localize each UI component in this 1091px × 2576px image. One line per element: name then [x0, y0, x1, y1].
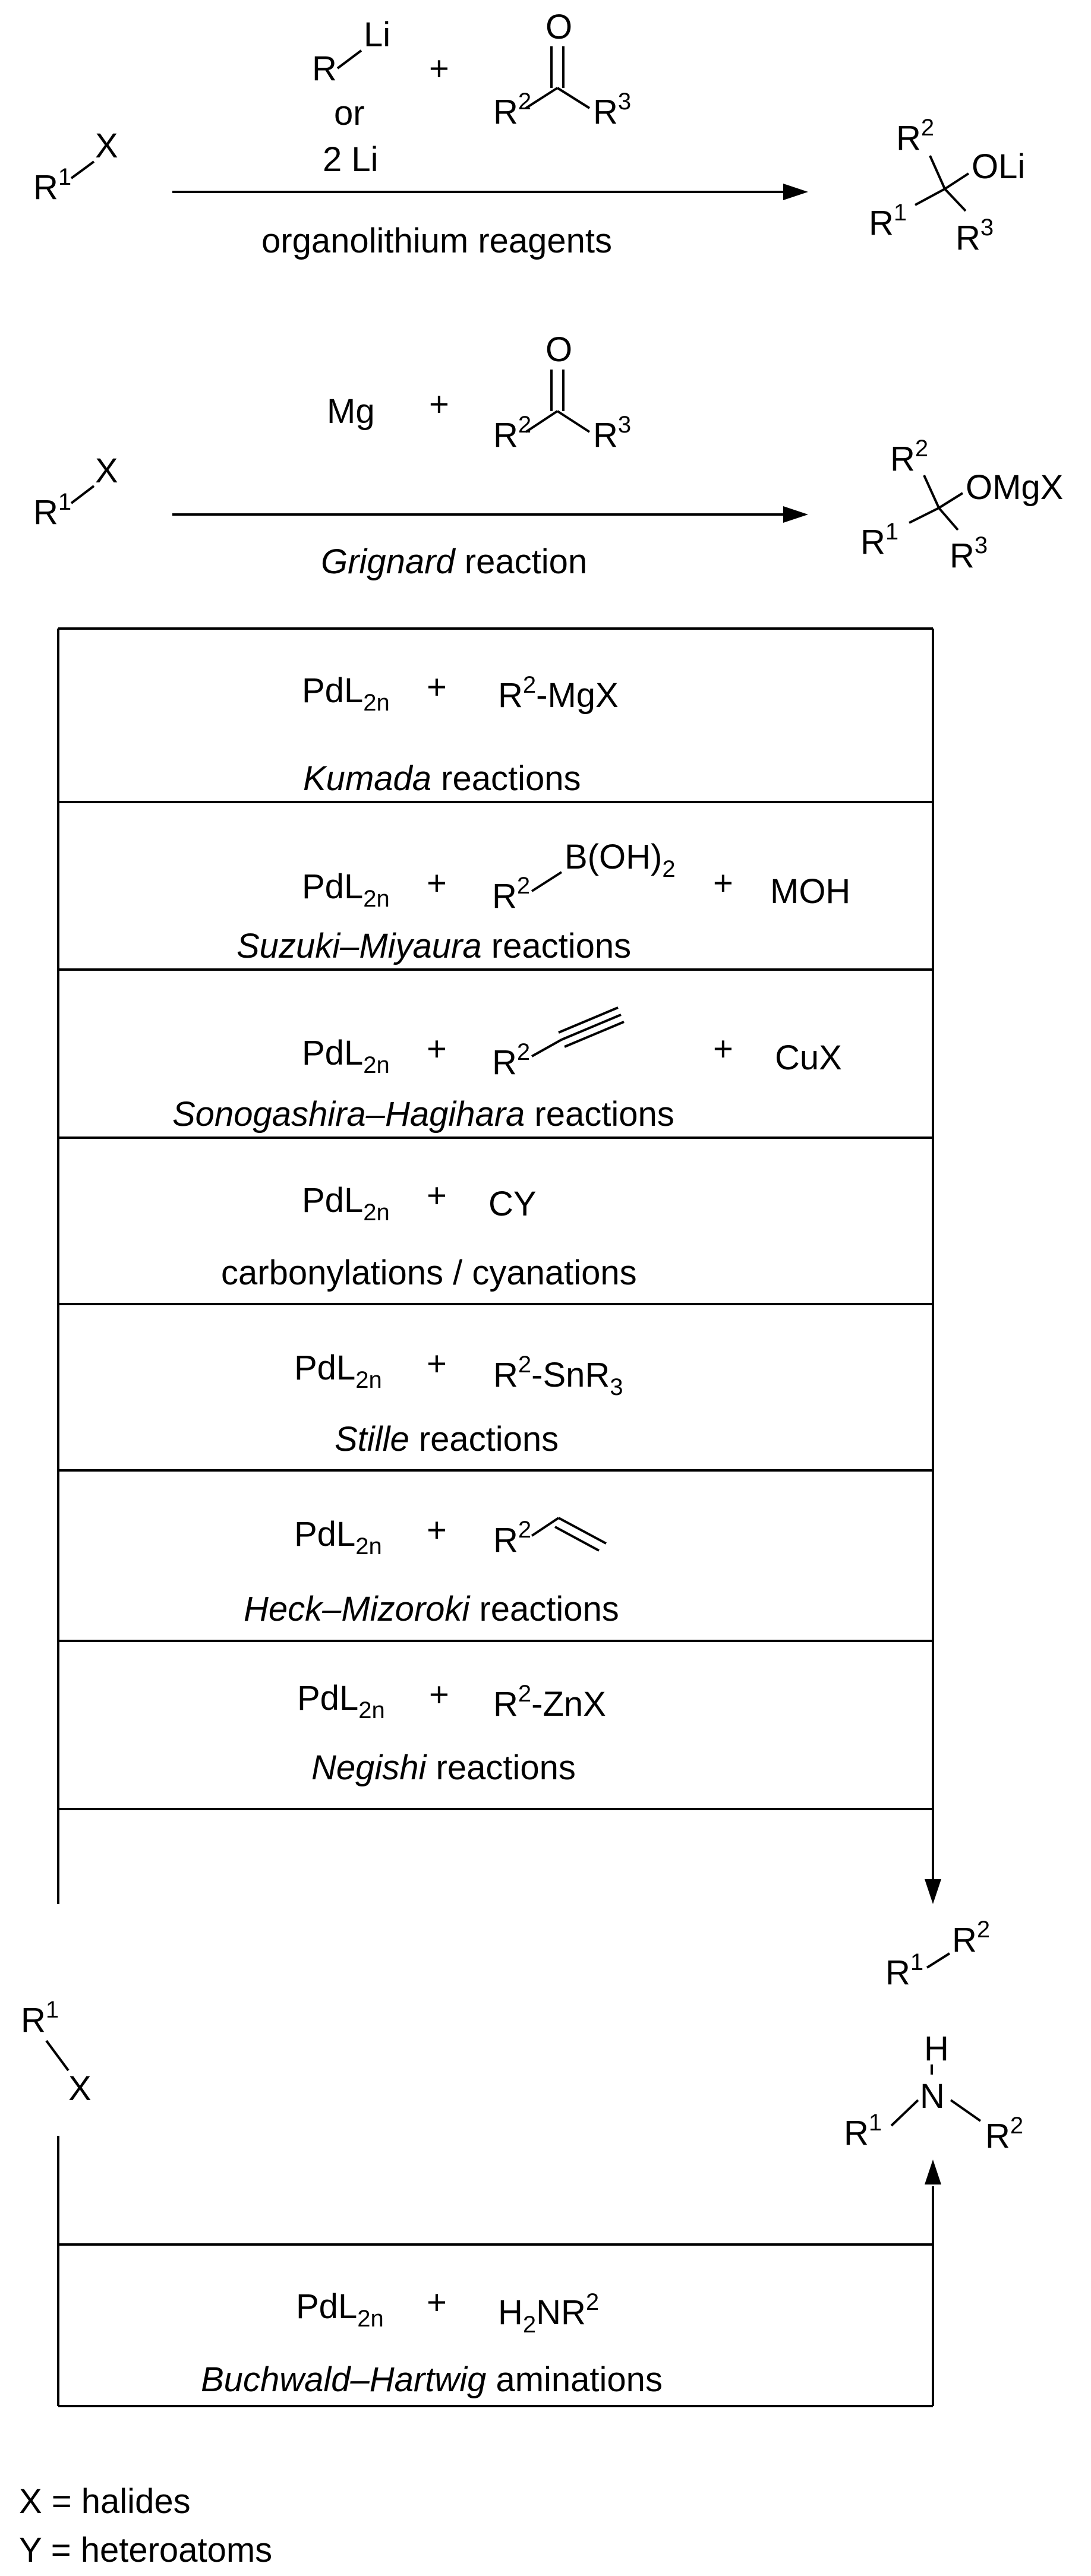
mg-reagent: Mg [327, 392, 375, 431]
svg-text:R2: $R^2$ [952, 1917, 991, 1959]
legend [19, 2482, 272, 2569]
svg-text:MOH: MOH [770, 872, 851, 911]
svg-text:R1: $R^1$ [869, 200, 907, 242]
svg-text:+: + [713, 1030, 733, 1068]
svg-text:R1: $R^1$ [860, 519, 899, 561]
svg-text:R1: $R^1$ [885, 1949, 924, 1992]
svg-text:PdL2n: PdL$_{2n}$ [297, 1679, 385, 1723]
rli-li: Li [364, 15, 391, 54]
or-text: or [334, 94, 365, 132]
ketone-2 [493, 330, 631, 454]
svg-text:CuX: CuX [775, 1038, 842, 1077]
svg-text:R2-SnR3: $R^2-SnR_3$ [493, 1352, 623, 1400]
svg-text:O: O [546, 330, 573, 369]
organolithium-reaction [33, 8, 1025, 260]
svg-text:R2: $R^2$ [896, 115, 935, 157]
row-sonogashira [172, 1008, 842, 1134]
svg-text:PdL2n: PdL$_{2n}$ [302, 671, 390, 716]
r1x-reactant-2: $R^1$ [33, 489, 72, 532]
svg-text:R2-ZnX: $R^2$-ZnX [493, 1681, 606, 1723]
svg-text:R2: $R^2$ [493, 1517, 532, 1560]
svg-text:R2: $R^2$ [890, 435, 929, 478]
svg-text:PdL2n: PdL$_{2n}$ [294, 1515, 382, 1560]
svg-text:+: + [429, 385, 449, 424]
svg-text:OLi: OLi [972, 147, 1026, 186]
grignard-reaction [33, 330, 1063, 581]
row-stille [294, 1344, 623, 1459]
svg-text:R2: $R^2$ [492, 1039, 531, 1082]
legend-halides: X = halides [19, 2482, 191, 2521]
svg-text:CY: CY [488, 1185, 537, 1223]
svg-text:R3: $R^3$ [593, 412, 632, 454]
arrowhead-1 [783, 184, 808, 200]
coupled-product [885, 1917, 990, 1992]
svg-text:X: X [68, 2069, 92, 2108]
row-heck [244, 1511, 619, 1628]
magnesium-alkoxide-product [860, 435, 1063, 575]
row-carbonylation [221, 1176, 637, 1292]
svg-text:R2: $R^2$ [985, 2113, 1024, 2155]
row-suzuki [237, 838, 850, 965]
vinyl-bond [532, 1518, 559, 1536]
svg-text:+: + [713, 864, 733, 902]
svg-text:+: + [427, 1176, 447, 1215]
svg-text:+: + [427, 864, 447, 902]
svg-text:R2: $R^2$ [493, 89, 532, 131]
row-kumada [302, 668, 619, 798]
svg-text:PdL2n: PdL$_{2n}$ [302, 867, 390, 912]
arrowhead-2 [783, 506, 808, 523]
svg-text:Sonogashira–Hagihara reactions: Sonogashira–Hagihara reactions [172, 1095, 674, 1134]
buchwald-box [58, 2136, 941, 2406]
svg-text:+: + [427, 668, 447, 706]
svg-text:H: H [924, 2029, 949, 2068]
alkyne-bond [532, 1040, 562, 1056]
plus: + [429, 49, 449, 88]
svg-text:OMgX: OMgX [966, 468, 1064, 507]
two-li: 2 Li [323, 140, 379, 179]
r1x-reactant-1: $R^1$ [33, 164, 72, 207]
rli-r: R [312, 49, 337, 88]
svg-text:R1: $R^1$ [21, 1997, 59, 2040]
svg-text:N: N [920, 2077, 945, 2116]
halide-x: X [95, 127, 118, 165]
ketone-1 [493, 8, 631, 131]
svg-text:Kumada reactions: Kumada reactions [303, 759, 581, 798]
svg-text:Buchwald–Hartwig aminations: Buchwald–Hartwig aminations [201, 2360, 663, 2399]
svg-text:Heck–Mizoroki reactions: Heck–Mizoroki reactions [244, 1590, 619, 1628]
central-r1x-reactant [21, 1997, 92, 2108]
legend-heteroatoms: Y = heteroatoms [19, 2531, 273, 2569]
svg-text:R2: $R^2$ [492, 873, 531, 916]
svg-text:R3: $R^3$ [950, 532, 988, 575]
svg-text:PdL2n: PdL$_{2n}$ [296, 2287, 384, 2332]
svg-text:Stille reactions: Stille reactions [335, 1420, 559, 1459]
amine-product [844, 2029, 1023, 2155]
row-negishi [297, 1675, 606, 1787]
svg-text:carbonylations / cyanations: carbonylations / cyanations [221, 1254, 637, 1292]
svg-text:R2-MgX: $R^2$-MgX [498, 672, 619, 715]
svg-text:+: + [427, 1511, 447, 1549]
svg-text:B(OH)2: $B(OH)_2$ [565, 838, 676, 882]
svg-text:+: + [429, 1675, 449, 1714]
svg-text:R1: $R^1$ [844, 2110, 882, 2152]
svg-text:+: + [427, 1030, 447, 1068]
svg-text:R3: $R^3$ [956, 214, 994, 257]
svg-text:X: X [95, 452, 118, 490]
svg-text:PdL2n: PdL$_{2n}$ [302, 1181, 390, 1226]
svg-text:+: + [427, 1344, 447, 1383]
amine-reagent: $H_2NR^2$ [498, 2289, 600, 2338]
lithium-alkoxide-product [869, 115, 1025, 257]
grignard-label: Grignard reaction [321, 542, 588, 581]
svg-text:R2: $R^2$ [493, 412, 532, 454]
svg-text:O: O [546, 8, 573, 46]
svg-text:Negishi reactions: Negishi reactions [311, 1748, 576, 1787]
svg-text:PdL2n: PdL$_{2n}$ [294, 1349, 382, 1393]
svg-text:R3: $R^3$ [593, 89, 632, 131]
svg-text:PdL2n: PdL$_{2n}$ [302, 1034, 390, 1078]
svg-text:+: + [427, 2283, 447, 2322]
organolithium-label: organolithium reagents [261, 222, 613, 260]
svg-text:Suzuki–Miyaura reactions: Suzuki–Miyaura reactions [237, 927, 632, 965]
